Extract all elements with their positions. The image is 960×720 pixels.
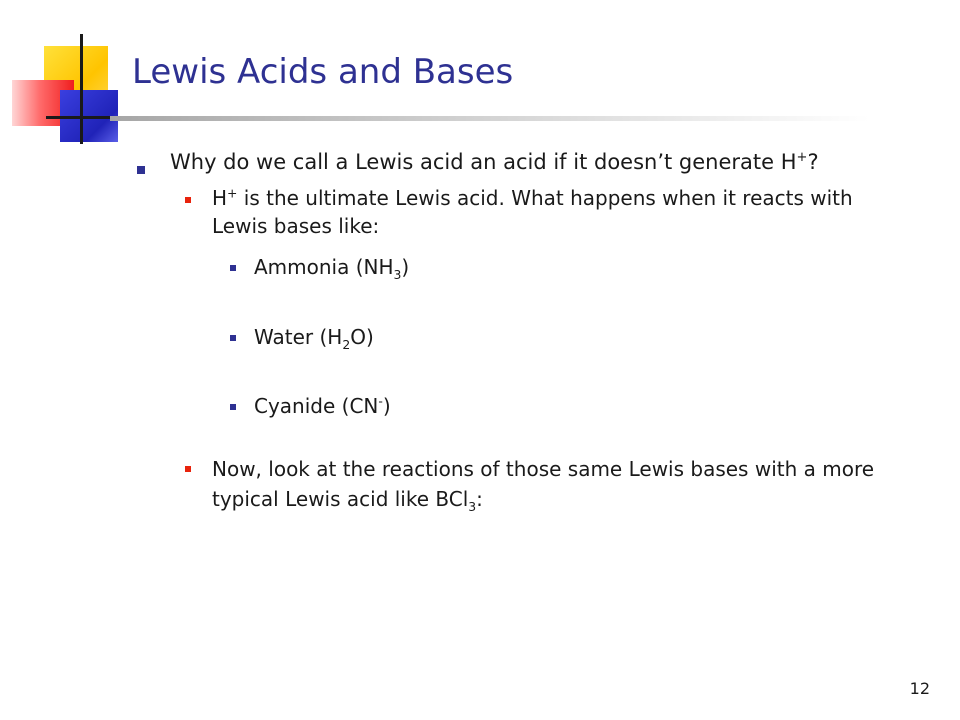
bullet-marker bbox=[230, 404, 236, 410]
bullet-marker bbox=[230, 335, 236, 341]
bullet-marker bbox=[230, 265, 236, 271]
bullet-marker bbox=[185, 466, 191, 472]
text: Water (H bbox=[254, 325, 343, 349]
superscript: + bbox=[227, 185, 238, 201]
text: Cyanide (CN bbox=[254, 394, 379, 418]
bullet-ammonia bbox=[254, 252, 409, 282]
subscript: 2 bbox=[342, 337, 351, 352]
superscript: + bbox=[796, 150, 808, 165]
text-rest: is the ultimate Lewis acid. What happens when it reacts with bbox=[237, 186, 853, 210]
slide-title: Lewis Acids and Bases bbox=[132, 52, 514, 92]
bullet-now-look bbox=[212, 454, 874, 514]
bullet-line-1: Now, look at the reactions of those same Lewis bases with a more bbox=[212, 457, 875, 481]
bullet-text: Why do we call a Lewis acid an acid if it doesn’t generate H bbox=[170, 150, 797, 174]
bullet-h-plus bbox=[212, 184, 853, 240]
text: ) bbox=[382, 394, 391, 418]
text: : bbox=[476, 487, 483, 511]
text: Ammonia (NH bbox=[254, 255, 394, 279]
text-h: H bbox=[212, 186, 228, 210]
text: O) bbox=[350, 325, 374, 349]
bullet-text-tail: ? bbox=[807, 150, 819, 174]
text: ) bbox=[401, 255, 410, 279]
logo-vertical-line bbox=[80, 34, 83, 144]
bullet-cyanide bbox=[254, 391, 391, 421]
bullet-water bbox=[254, 322, 374, 352]
decorative-logo bbox=[0, 0, 140, 150]
subscript: 3 bbox=[393, 267, 402, 282]
bullet-why-lewis-acid bbox=[170, 147, 819, 177]
title-underline bbox=[110, 116, 870, 121]
text: typical Lewis acid like BCl bbox=[212, 487, 469, 511]
page-number: 12 bbox=[909, 679, 930, 698]
bullet-marker bbox=[185, 197, 191, 203]
bullet-line-1 bbox=[212, 184, 853, 212]
bullet-line-2 bbox=[212, 484, 874, 514]
superscript: - bbox=[378, 393, 383, 409]
bullet-line-2: Lewis bases like: bbox=[212, 214, 380, 238]
bullet-marker bbox=[137, 166, 145, 174]
subscript: 3 bbox=[468, 499, 477, 514]
